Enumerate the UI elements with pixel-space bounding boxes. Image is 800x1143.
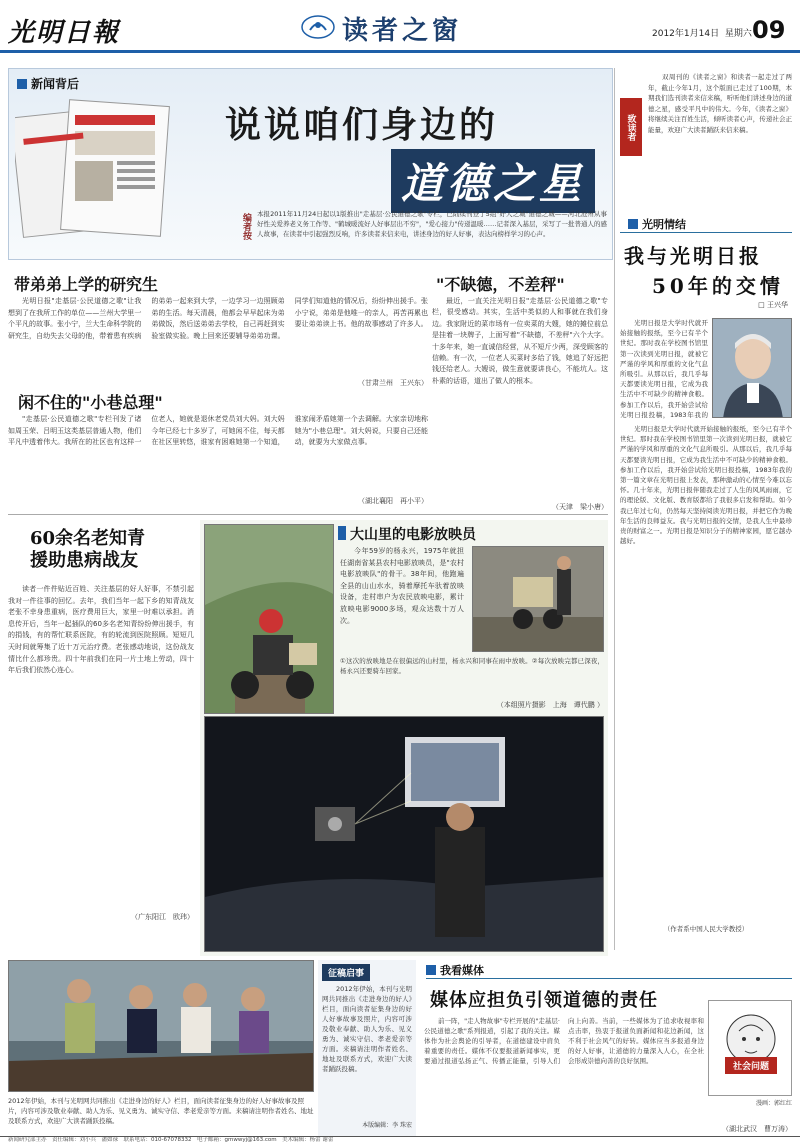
intro-column: [620, 68, 792, 224]
column-divider: [614, 68, 615, 950]
cartoon-badge: 社会问题: [725, 1057, 777, 1074]
article-4-text: 读者一件件贴近百姓、关注基层的好人好事，不禁引起我对一件往事的回忆。去年，我们当年一起下乡的知青战友老张不幸身患重病，医疗费用巨大，家里一时难以承担。消息传开后，当年一起插队的60多名老知青纷纷伸出援手，有的捐钱，有的帮忙联系医院，有的轮流到医院照顾。短短几天时间就筹集了近十万元治疗费。老张感动地说，这份战友情比什么都珍贵。四十年前我们在同一片土地上劳动，四十年后我们依然心连心。: [8, 585, 194, 675]
guangming-author: □ 王兴华: [758, 301, 788, 309]
mountain-marker-icon: [338, 526, 346, 540]
mid-rule: [8, 514, 608, 515]
mountain-block: [200, 520, 608, 956]
article-2-text: "走基层·公民道德之歌"专栏刊发了诸如周玉荣、吕明玉这类基层普通人物，他们平凡中透着伟大。我所在的社区也有这样一位老人，她就是退休老党员刘大妈。刘大妈今年已经七十多岁了，可她闲不住，每天都在社区里转悠，谁家有困难她第一个知道，谁家闹矛盾她第一个去调解。大家亲切地称她为"小巷总理"。刘大妈说，只要自己还能动，就要为大家做点事。: [8, 415, 428, 447]
screening-night-photo: [204, 716, 604, 952]
guangming-title-2: 50年的交情: [652, 274, 784, 298]
guangming-rule: [620, 232, 792, 233]
feature-title-1: 说说咱们身边的: [225, 104, 499, 146]
masthead: [0, 0, 800, 60]
cartoon-panel: [708, 1000, 792, 1096]
guangming-title-1: 我与光明日报: [624, 244, 762, 268]
media-byline: （湖北武汉 曹万涛）: [722, 1125, 792, 1133]
article-3-byline: （天津 梁小唐）: [552, 503, 608, 511]
mountain-byline: （本组照片摄影 上海 谭代鹏 ）: [496, 701, 604, 709]
article-3-title: "不缺德，不差秤": [436, 275, 565, 294]
article-4-title-2: 援助患病战友: [30, 550, 138, 571]
masthead-logo: 光明日報: [8, 18, 121, 48]
article-3-text: 最近，一直关注光明日报"走基层·公民道德之歌"专栏，很受感动。其实，生活中类似的人和事就在我们身边。我家附近的菜市场有一位卖菜的大嫂，她的摊位前总是挂着一块牌子，上面写着"不缺德，不差秤"六个大字。十多年来，她一直诚信经营，从不短斤少两，深受顾客的信赖。有一次，一位老人买菜时多给了钱，她追了好远把钱还给老人。大嫂说，做生意就要讲良心，不能坑人。这朴素的话语，道出了做人的根本。: [432, 297, 608, 385]
section-emblem-icon: [300, 12, 336, 42]
media-title: 媒体应担负引领道德的责任: [430, 990, 658, 1011]
newspaper-collage-photo: [15, 95, 183, 245]
zhengji-text: 2012年伊始，本刊与光明网共同推出《走进身边的好人》栏目，面向读者征集身边的好人好事故事及照片，内容可涉及敬业奉献、助人为乐、见义勇为、诚实守信、孝老爱亲等方面。来稿请注明作者姓名、地址及联系方式，欢迎广大读者踊跃投稿。: [322, 985, 412, 1073]
article-1-text: 光明日报"走基层·公民道德之歌"让我想到了在我所工作的单位——兰州大学里一个平凡的故事。张小宁，兰大生命科学院的研究生，自幼失去父母的他，带着患有疾病的弟弟一起来到大学，一边学习一边照顾弟弟的生活。每天清晨，他都会早早起床为弟弟做饭，然后送弟弟去学校，自己再赶到实验室做实验。晚上回来还要辅导弟弟功课。同学们知道他的情况后，纷纷伸出援手。张小宁说，弟弟是他唯一的亲人，再苦再累也要让弟弟读上书。他的故事感动了许多人。: [8, 297, 428, 340]
guangming-text-a: 光明日报是大学时代就开始接触的报纸，至今已有半个世纪。那时我在学校图书馆里第一次读到光明日报，就被它严谨的学风和厚重的文化气息所吸引。从那以后，我几乎每天都要读光明日报，它成为我生活中不可缺少的精神食粮。参加工作以后，我开始尝试给光明日报投稿，1983年我的: [620, 319, 708, 419]
intro-text: 双周刊的《读者之窗》和读者一起走过了两年，截止今年1月，这个版面已走过了100期，本期我们选刊读者来信来稿，听听他们讲述身边的道德之星，感受平凡中的伟大。今年，《读者之窗》将继续关注百姓生活，倾听读者心声，传递社会正能量，欢迎广大读者踊跃来信来稿。: [648, 73, 792, 134]
section-marker-icon: [426, 965, 436, 975]
boat-villagers-photo: [8, 960, 314, 1092]
masthead-rule: [0, 50, 800, 53]
section-marker-icon: [628, 219, 638, 229]
guangming-label: 光明情结: [628, 216, 686, 232]
article-2-byline: （湖北襄阳 再小平）: [358, 497, 428, 505]
editor-note: 本报2011年11月24日起以1版推出"走基层·公民道德之歌"专栏，已陆续刊登了5组"好人之城"道德之城——河北沧州从事好性关爱养老义务工作等、"鹤城暖流好人好事层出不穷"，"爱心接力"传递温暖……记者深入基层，采写了一批普通人的感人故事，在读者中引起强烈反响，许多读者来信来电，讲述身边的好人好事，表达向榜样学习的心声。: [257, 210, 607, 238]
page-number: 09: [752, 16, 786, 44]
zhengji-byline: 本版编辑：李 珠宏: [362, 1122, 412, 1129]
projectionist-cart-photo: [472, 546, 604, 652]
article-1-byline: （甘肃兰州 王兴东）: [358, 379, 428, 387]
feature-block: [8, 68, 613, 260]
issue-date: 2012年1月14日 星期六: [652, 29, 752, 39]
article-4-title-1: 60余名老知青: [30, 528, 146, 549]
mountain-text: 今年59岁的杨永兴，1975年就担任湖南省某县农村电影放映员，是"农村电影放映队"的骨干。38年间，他跑遍全县的山山水水，骑着摩托车驮着放映设备，走村串户为农民放映电影，累计放映电影9000多场，观众达数十万人次。: [340, 547, 464, 625]
cartoon-credit: 漫画：郭红红: [755, 1100, 792, 1107]
feature-tag: 新闻背后: [17, 75, 79, 92]
media-label: 我看媒体: [426, 962, 484, 978]
projectionist-motorbike-photo: [204, 524, 334, 714]
media-rule: [426, 978, 792, 979]
author-portrait-photo: [712, 318, 792, 418]
bottom-left-caption: 2012年伊始，本刊与光明网共同推出《走进身边的好人》栏目，面向读者征集身边的好人好事故事及照片，内容可涉及敬业奉献、助人为乐、见义勇为、诚实守信、孝老爱亲等方面。来稿请注明作者姓名、地址及联系方式，欢迎广大读者踊跃投稿。: [8, 1097, 314, 1125]
guangming-text-b: 光明日报是大学时代就开始接触的报纸，至今已有半个世纪。那时我在学校图书馆里第一次读到光明日报，就被它严谨的学风和厚重的文化气息所吸引。从那以后，我几乎每天都要读光明日报，它成为我生活中不可缺少的精神食粮。参加工作以后，我开始尝试给光明日报投稿，1983年我的第一篇文章在光明日报上发表，那种激动的心情至今难以忘怀。几十年来，光明日报伴随我走过了人生的风风雨雨，它的理论版、文化版、教育版都给了我很多启发和帮助。如今我已年过七旬，仍然每天坚持阅读光明日报，并把它作为晚年生活的良师益友。我与光明日报的交情，是我人生中最珍贵的财富之一。光明日报是知识分子的精神家园，愿它越办越好。: [620, 425, 792, 546]
section-marker-icon: [17, 79, 27, 89]
article-1-title: 带弟弟上学的研究生: [14, 275, 159, 294]
media-text: 前一阵，"走人物故事"专栏开展的"走基层·公民道德之歌"系列报道，引起了我的关注。媒体作为社会舆论的引导者，在道德建设中肩负着重要的责任。媒体不仅要报道新闻事实，更要通过报道弘扬正气、传播正能量，引导人们向上向善。当前，一些媒体为了追求收视率和点击率，热衷于报道负面新闻和花边新闻，这不利于社会风气的好转。媒体应当多报道身边的好人好事，让道德的力量深入人心，在全社会形成崇德向善的良好氛围。: [424, 1017, 704, 1065]
article-4-byline: （广东阳江 欧玮）: [131, 913, 194, 921]
footer-text: 新闻研究部主办 责任编辑：刘小兵 潘如禄 联系电话：010-67078332 电子邮箱：gmwwyj@163.com 美术编辑：杨蕾 谢蕾: [8, 1137, 334, 1143]
reader-stamp: 致读者: [620, 98, 642, 156]
editor-label: 编者按: [241, 213, 251, 240]
guangming-footer: （作者系中国人民大学教授）: [663, 925, 749, 933]
zhengji-block: [318, 960, 416, 1136]
mountain-caption: ①这次的放映地是在很偏远的山村里，杨永兴和同事在雨中放映。②每次放映完都已深夜，杨永兴还要骑车回家。: [340, 657, 604, 675]
feature-title-2: 道德之星: [391, 149, 595, 213]
mountain-title: 大山里的电影放映员: [350, 527, 476, 543]
zhengji-label: 征稿启事: [322, 964, 370, 981]
section-title: 读者之窗: [342, 16, 463, 46]
article-2-title: 闲不住的"小巷总理": [18, 393, 163, 412]
